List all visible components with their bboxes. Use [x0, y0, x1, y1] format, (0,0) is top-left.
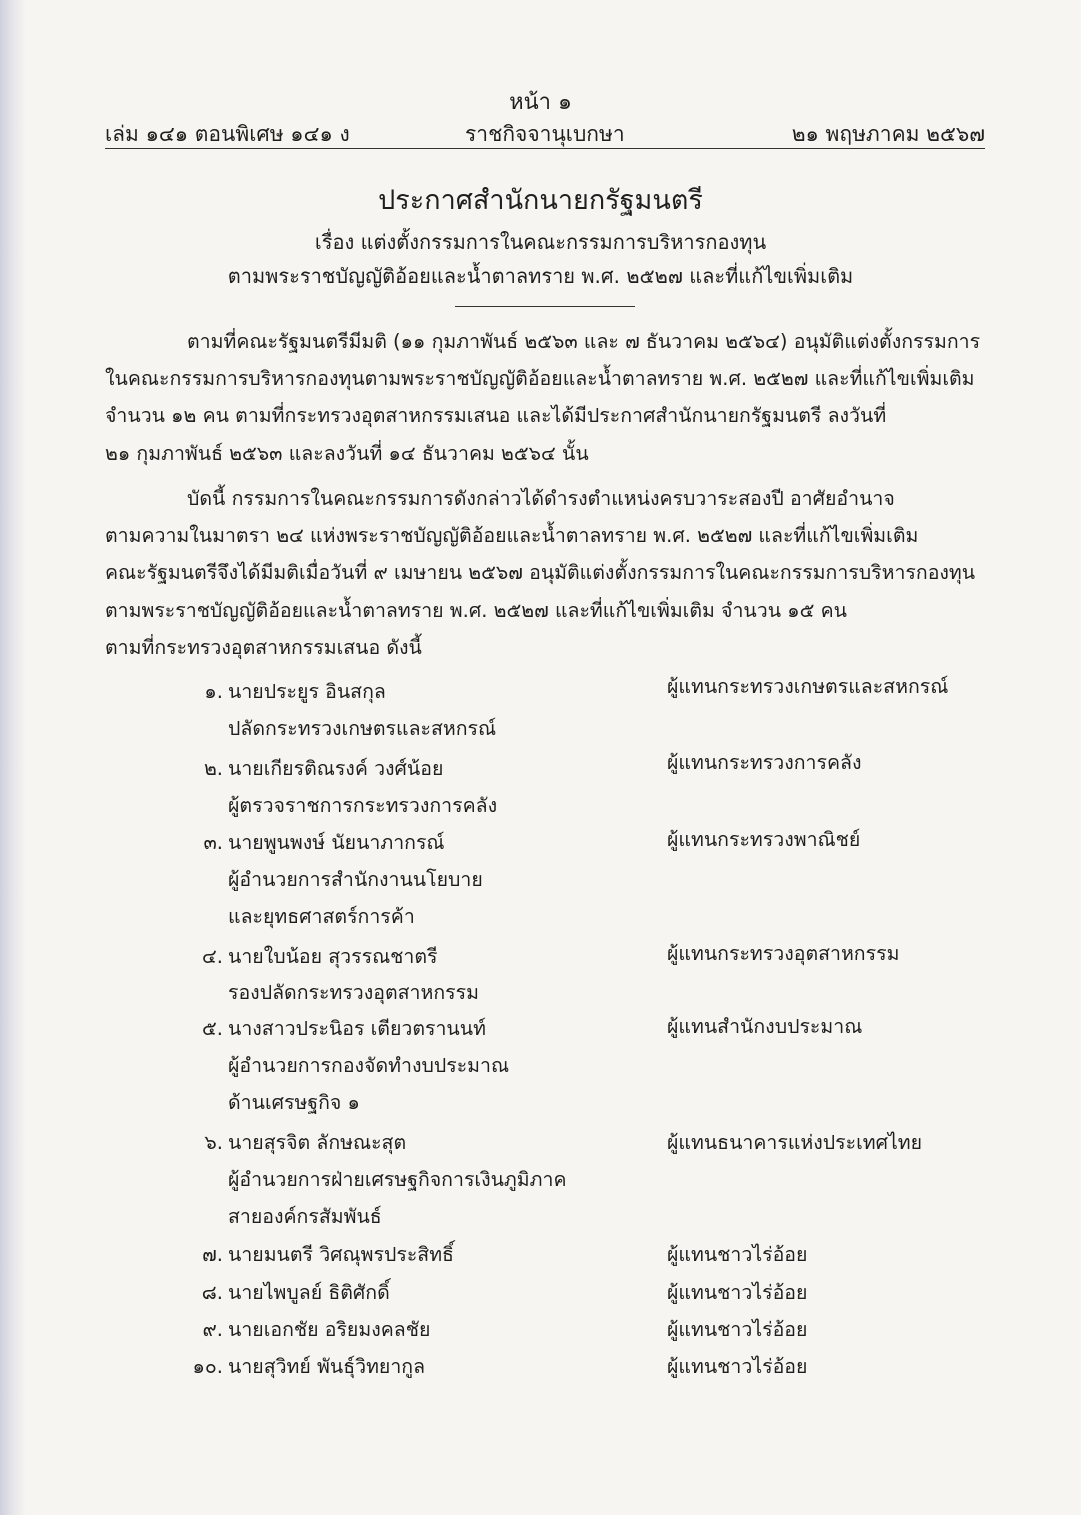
member-position: ด้านเศรษฐกิจ ๑	[228, 1091, 360, 1114]
paragraph-line: ตามที่คณะรัฐมนตรีมีมติ (๑๑ กุมภาพันธ์ ๒๕๖๓ และ ๗ ธันวาคม ๒๕๖๔) อนุมัติแต่งตั้งกรรมการ	[187, 330, 981, 353]
member-number: ๕.	[202, 1017, 223, 1040]
member-position: และยุทธศาสตร์การค้า	[228, 905, 415, 928]
publish-date: ๒๑ พฤษภาคม ๒๕๖๗	[791, 122, 985, 146]
announcement-subject-cont: ตามพระราชบัญญัติอ้อยและน้ำตาลทราย พ.ศ. ๒๕๒๗ และที่แก้ไขเพิ่มเติม	[227, 264, 854, 288]
paragraph-line: ในคณะกรรมการบริหารกองทุนตามพระราชบัญญัติอ้อยและน้ำตาลทราย พ.ศ. ๒๕๒๗ และที่แก้ไขเพิ่มเติม	[105, 367, 975, 391]
member-position: ผู้อำนวยการฝ่ายเศรษฐกิจการเงินภูมิภาค	[228, 1168, 567, 1191]
member-representative: ผู้แทนกระทรวงเกษตรและสหกรณ์	[667, 675, 949, 698]
member-position: รองปลัดกระทรวงอุตสาหกรรม	[228, 981, 479, 1004]
member-representative: ผู้แทนชาวไร่อ้อย	[667, 1318, 808, 1341]
volume-issue: เล่ม ๑๔๑ ตอนพิเศษ ๑๔๑ ง	[105, 122, 350, 146]
paragraph-line: ตามความในมาตรา ๒๔ แห่งพระราชบัญญัติอ้อยและน้ำตาลทราย พ.ศ. ๒๕๒๗ และที่แก้ไขเพิ่มเติม	[105, 524, 919, 548]
announcement-subject: เรื่อง แต่งตั้งกรรมการในคณะกรรมการบริหารกองทุน	[314, 230, 767, 254]
member-representative: ผู้แทนชาวไร่อ้อย	[667, 1355, 808, 1378]
paragraph-line: ๒๑ กุมภาพันธ์ ๒๕๖๓ และลงวันที่ ๑๔ ธันวาคม ๒๕๖๔ นั้น	[105, 441, 589, 465]
member-representative: ผู้แทนกระทรวงพาณิชย์	[667, 828, 861, 851]
member-name: นายสุวิทย์ พันธุ์วิทยากูล	[228, 1355, 426, 1378]
member-name: นายประยูร อินสกุล	[228, 680, 386, 703]
member-number: ๒.	[203, 757, 223, 780]
member-number: ๗.	[202, 1243, 223, 1266]
member-position: สายองค์กรสัมพันธ์	[228, 1205, 382, 1228]
member-representative: ผู้แทนชาวไร่อ้อย	[667, 1243, 808, 1266]
page-number: หน้า ๑	[509, 90, 572, 115]
member-representative: ผู้แทนสำนักงบประมาณ	[667, 1015, 863, 1038]
member-name: นายสุรจิต ลักษณะสุต	[228, 1131, 407, 1154]
member-number: ๓.	[203, 831, 223, 854]
paragraph-line: ตามพระราชบัญญัติอ้อยและน้ำตาลทราย พ.ศ. ๒๕๒๗ และที่แก้ไขเพิ่มเติม จำนวน ๑๕ คน	[105, 598, 847, 622]
member-name: นายไพบูลย์ ธิติศักดิ์	[228, 1281, 390, 1304]
paragraph-line: คณะรัฐมนตรีจึงได้มีมติเมื่อวันที่ ๙ เมษายน ๒๕๖๗ อนุมัติแต่งตั้งกรรมการในคณะกรรมการบริหารกองทุน	[105, 561, 976, 585]
member-number: ๘.	[201, 1281, 223, 1304]
header-divider	[105, 148, 985, 149]
gazette-name: ราชกิจจานุเบกษา	[465, 122, 625, 146]
announcement-title: ประกาศสำนักนายกรัฐมนตรี	[378, 185, 703, 216]
member-number: ๑.	[204, 680, 223, 703]
member-name: นายเอกชัย อริยมงคลชัย	[228, 1318, 431, 1341]
member-representative: ผู้แทนชาวไร่อ้อย	[667, 1281, 808, 1304]
member-name: นางสาวประนิอร เตียวตรานนท์	[228, 1017, 486, 1040]
member-representative: ผู้แทนกระทรวงการคลัง	[667, 751, 862, 774]
member-representative: ผู้แทนกระทรวงอุตสาหกรรม	[667, 942, 900, 965]
title-divider	[455, 306, 635, 307]
member-number: ๙.	[202, 1318, 223, 1341]
member-position: ผู้ตรวจราชการกระทรวงการคลัง	[228, 794, 498, 817]
paragraph-line: บัดนี้ กรรมการในคณะกรรมการดังกล่าวได้ดำรงตำแหน่งครบวาระสองปี อาศัยอำนาจ	[187, 487, 895, 510]
paragraph-line: จำนวน ๑๒ คน ตามที่กระทรวงอุตสาหกรรมเสนอ และได้มีประกาศสำนักนายกรัฐมนตรี ลงวันที่	[105, 404, 887, 428]
member-position: ผู้อำนวยการกองจัดทำงบประมาณ	[228, 1054, 510, 1077]
paragraph-1	[105, 323, 985, 472]
member-name: นายพูนพงษ์ นัยนาภากรณ์	[228, 831, 445, 854]
member-name: นายเกียรติณรงค์ วงศ์น้อย	[228, 757, 444, 780]
member-number: ๔.	[202, 945, 223, 968]
paragraph-2	[105, 480, 985, 666]
member-position: ปลัดกระทรวงเกษตรและสหกรณ์	[228, 717, 497, 740]
paragraph-line: ตามที่กระทรวงอุตสาหกรรมเสนอ ดังนี้	[105, 635, 422, 659]
member-representative: ผู้แทนธนาคารแห่งประเทศไทย	[667, 1131, 923, 1154]
member-position: ผู้อำนวยการสำนักงานนโยบาย	[228, 868, 483, 891]
gazette-header	[105, 118, 985, 148]
member-name: นายใบน้อย สุวรรณชาตรี	[228, 945, 438, 968]
member-name: นายมนตรี วิศณุพรประสิทธิ์	[228, 1243, 454, 1266]
member-number: ๖.	[204, 1131, 223, 1154]
member-number: ๑๐.	[192, 1355, 223, 1378]
